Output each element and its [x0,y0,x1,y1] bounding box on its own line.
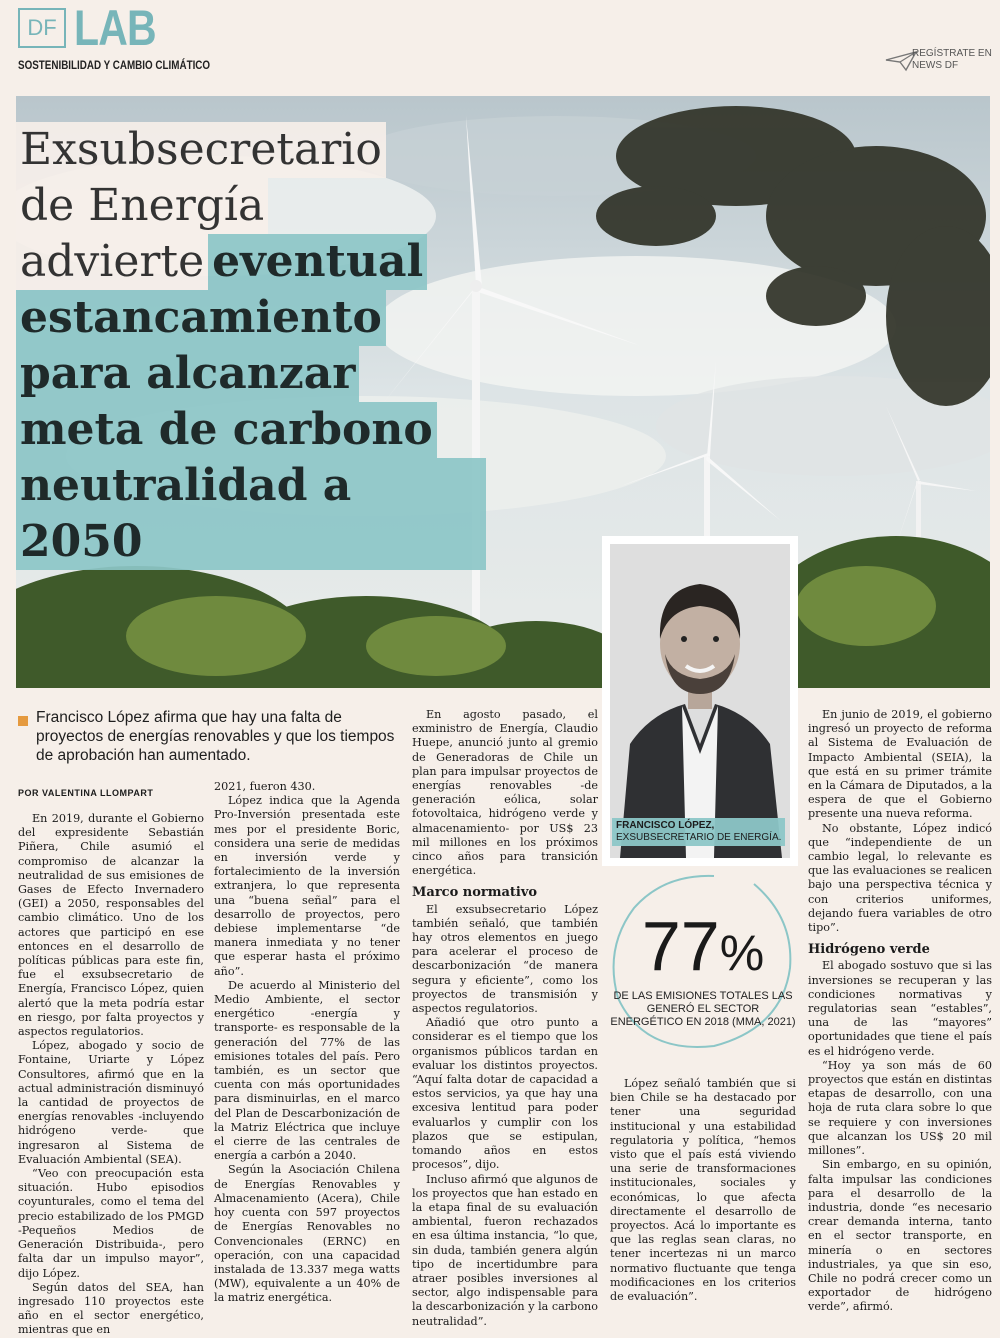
paragraph: El abogado sostuvo que si las inversiones se recuperan y las condiciones normativas y regulatorias sean “estables”, una de las “mayores” oportunidades que tiene el país es el hidrógeno verde. [808,959,992,1058]
register-link[interactable] [912,48,992,72]
headline-line-3b: eventual [208,234,427,290]
caption-name: FRANCISCO LÓPEZ, [616,820,715,831]
portrait-frame [602,536,798,866]
column-1 [18,812,204,1338]
column-5 [808,708,992,1315]
headline-line-4: estancamiento [16,290,386,346]
lead-bullet [18,716,28,726]
lead-paragraph: Francisco López afirma que hay una falta de proyectos de energías renovables y que los tiempos de aprobación han aumentado. [36,709,395,764]
paragraph: En junio de 2019, el gobierno ingresó un proyecto de reforma al Sistema de Evaluación de Impacto Ambiental (SEIA), la que está en su primer trámite en la Cámara de Diputados, a la espera de que el Gobierno presente una nueva reforma. [808,708,992,821]
column-3 [412,708,598,1329]
paragraph: Según la Asociación Chilena de Energías Renovables y Almacenamiento (Acera), Chile hoy cuenta con 597 proyectos de Energías Renovables no Convencionales (ERNC) en operación, con una capacidad instalada de 13.337 mega watts (MW), equivalente a un 40% de la matriz energética. [214,1163,400,1305]
headline-line-7: neutralidad a 2050 [16,458,486,570]
stat-description: DE LAS EMISIONES TOTALES LAS GENERÓ EL SECTOR ENERGÉTICO EN 2018 (MMA, 2021) [610,990,796,1028]
byline: POR VALENTINA LLOMPART [18,788,154,798]
photo-caption [612,818,785,846]
stat-percent: % [719,925,765,981]
headline-line-6: meta de carbono [16,402,437,458]
paragraph: López señaló también que si bien Chile se ha destacado por tener una seguridad institucional y una estabilidad regulatoria y política, “hemos visto que el país está viviendo una serie de transformaciones institucionales, sociales y económicas, lo que afecta directamente el desarrollo de proyectos. Acá lo importante es que las reglas sean claras, no tener incertezas ni un marco normativo fluctuante que tenga modificaciones en los criterios de evaluación”. [610,1077,796,1304]
register-line1: REGÍSTRATE EN [912,48,992,59]
stat-number [610,908,796,991]
subheading-hidrogeno-verde: Hidrógeno verde [808,942,930,958]
section-label: SOSTENIBILIDAD Y CAMBIO CLIMÁTICO [18,58,211,72]
paragraph: De acuerdo al Ministerio del Medio Ambiente, el sector energético -energía y transporte- es responsable de la generación del 77% de las emisiones totales del país. Pero también, es un sector que cuenta con más oportunidades para disminuirlas, en el marco del Plan de Descarbonización de la Matriz Eléctrica que incluye el cierre de las centrales de energía a carbón a 2040. [214,978,400,1163]
paragraph: El exsubsecretario López también señaló, que también hay otros elementos en juego para acelerar el proceso de descarbonización “de manera segura y eficiente”, como los proyectos de transmisión y aspectos regulatorios. [412,902,598,1016]
caption-role: EXSUBSECRETARIO DE ENERGÍA. [616,832,782,843]
portrait-photo [610,544,790,858]
column-2 [214,780,400,1306]
headline-line-3a: advierte [16,234,208,290]
headline-line-2: de Energía [16,178,268,234]
paragraph: En 2019, durante el Gobierno del expresidente Sebastián Piñera, Chile asumió el compromiso de alcanzar la neutralidad de sus emisiones de Gases de Efecto Invernadero (GEI) a 2050, responsables del cambio climático. Uno de los actores que participó en ese entonces en el desarrollo de políticas públicas para este fin, fue el exsubsecretario de Energía, Francisco López, quien alertó que la meta podría estar en riesgo, por falta proyectos y aspectos regulatorios. [18,812,204,1039]
paragraph: En agosto pasado, el exministro de Energía, Claudio Huepe, anunció junto al gremio de Generadoras de Chile un plan para impulsar proyectos de energías renovables -de generación eólica, solar fotovoltaica, hidrógeno verde y almacenamiento- por US$ 23 mil millones en los próximos cinco años para transición energética. [412,708,598,878]
paragraph: Añadió que otro punto a considerar es el tiempo que los organismos públicos tardan en evaluar los distintos proyectos. “Aquí falta dotar de capacidad a estos servicios, ya que hay una excesiva lentitud para poder evaluarlos y cumplir con los plazos que se estipulan, tomando años en estos procesos”, dijo. [412,1016,598,1172]
register-line2: NEWS DF [912,60,959,71]
paragraph: Incluso afirmó que algunos de los proyectos que han estado en la etapa final de su evaluación ambiental, fueron rechazados en esa última instancia, “lo que, sin duda, también genera algún tipo de incertidumbre para atraer posibles inversiones al sector, algo indispensable para la descarbonización y la carbono neutralidad”. [412,1172,598,1328]
paragraph: Sin embargo, en su opinión, falta impulsar las condiciones para el desarrollo de la industria, donde “es necesario crear demanda interna, tanto en el sector transporte, en minería o en sectores industriales, ya que sin eso, Chile no podrá crecer como un exportador de hidrógeno verde”, afirmó. [808,1158,992,1314]
headline-line-1: Exsubsecretario [16,122,386,178]
paragraph: “Hoy ya son más de 60 proyectos que están en distintas etapas de desarrollo, con una hoja de ruta clara sobre lo que se requiere y con inversiones que alcanzan los US$ 20 mil millones”. [808,1058,992,1158]
paragraph: López, abogado y socio de Fontaine, Uriarte y López Consultores, afirmó que en la actual administración disminuyó la cantidad de proyectos de energías renovables -incluyendo hidrógeno verde- que ingresaron al Sistema de Evaluación Ambiental (SEA). [18,1039,204,1166]
lab-logo: LAB [74,0,156,56]
df-logo: DF [18,8,66,48]
headline [16,122,486,570]
subheading-marco-normativo: Marco normativo [412,885,538,901]
paragraph: Según datos del SEA, han ingresado 110 proyectos este año en el sector energético, mientras que en [18,1280,204,1337]
headline-line-5: para alcanzar [16,346,359,402]
paragraph: López indica que la Agenda Pro-Inversión presentada este mes por el presidente Boric, considera una serie de medidas en inversión verde y fortalecimiento de la inversión extranjera, lo que representa una “buena señal” para el desarrollo de proyectos, pero debiese implementarse “de manera inmediata y no tener que esperar hasta el próximo año”. [214,794,400,978]
column-4 [610,1077,796,1304]
paragraph: 2021, fueron 430. [214,780,316,793]
paragraph: No obstante, López indicó que “independiente de un cambio legal, lo relevante es que las evaluaciones se realicen bajo una perspectiva técnica y con criterios uniformes, dejando fuera variables de otro tipo”. [808,821,992,935]
stat-value: 77 [641,907,720,985]
paragraph: “Veo con preocupación esta situación. Hubo episodios coyunturales, como el tema del precio estabilizado de los PMGD -Pequeños Medios de Generación Distribuida-, pero falta dar un impulso mayor”, dijo López. [18,1167,204,1280]
